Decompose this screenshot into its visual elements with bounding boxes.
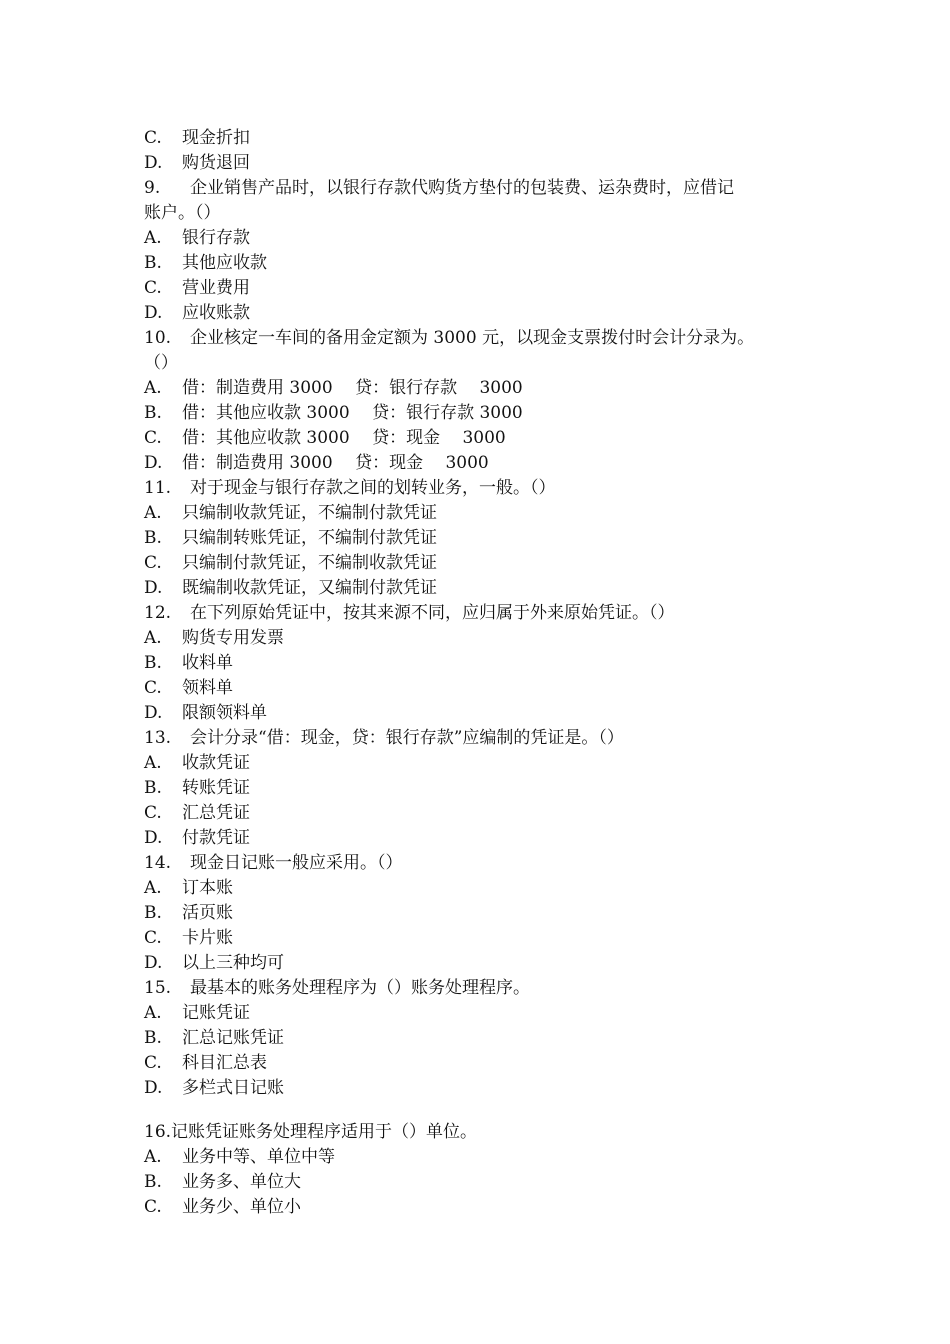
option-text: 记账凭证 [182, 1003, 250, 1023]
option-label: A. [144, 378, 162, 398]
option-label: C. [144, 428, 162, 448]
option-label: B. [144, 1028, 162, 1048]
option-text: 付款凭证 [182, 828, 250, 848]
answer-option [144, 151, 824, 175]
answer-option [144, 301, 824, 325]
option-label: B. [144, 653, 162, 673]
option-text: 收料单 [182, 653, 233, 673]
question-line [144, 1120, 824, 1144]
answer-option [144, 376, 824, 400]
option-label: D. [144, 153, 163, 173]
option-text: 收款凭证 [182, 753, 250, 773]
option-text: 业务少、单位小 [182, 1197, 301, 1217]
option-text: 营业费用 [182, 278, 250, 298]
option-text: 转账凭证 [182, 778, 250, 798]
option-label: D. [144, 578, 163, 598]
question-number: 13. [144, 728, 172, 748]
answer-option [144, 676, 824, 700]
option-label: A. [144, 228, 162, 248]
option-text: 限额领料单 [182, 703, 267, 723]
option-label: C. [144, 128, 162, 148]
answer-option [144, 451, 824, 475]
option-text: 只编制付款凭证，不编制收款凭证 [182, 553, 437, 573]
answer-option [144, 1145, 824, 1169]
question-text: 企业核定一车间的备用金定额为 3000 元，以现金支票拨付时会计分录为。 [190, 328, 755, 348]
question-line [144, 976, 824, 1000]
question-line [144, 726, 824, 750]
question-text: 现金日记账一般应采用。（） [190, 853, 403, 873]
option-text: 借：其他应收款 3000 贷：现金 3000 [182, 428, 506, 448]
option-text: 其他应收款 [182, 253, 267, 273]
option-label: C. [144, 553, 162, 573]
option-label: C. [144, 928, 162, 948]
option-label: C. [144, 278, 162, 298]
option-label: C. [144, 803, 162, 823]
answer-option [144, 276, 824, 300]
option-text: 银行存款 [182, 228, 250, 248]
question-text: 企业销售产品时，以银行存款代购货方垫付的包装费、运杂费时，应借记 [190, 178, 734, 198]
option-label: C. [144, 1053, 162, 1073]
answer-option [144, 701, 824, 725]
question-line [144, 176, 824, 200]
answer-option [144, 1026, 824, 1050]
option-label: D. [144, 828, 163, 848]
option-text: 汇总凭证 [182, 803, 250, 823]
option-label: D. [144, 303, 163, 323]
answer-option [144, 401, 824, 425]
option-text: 业务多、单位大 [182, 1172, 301, 1192]
question-line [144, 851, 824, 875]
answer-option [144, 526, 824, 550]
answer-option [144, 426, 824, 450]
answer-option [144, 826, 824, 850]
answer-option [144, 126, 824, 150]
answer-option [144, 576, 824, 600]
answer-option [144, 1001, 824, 1025]
option-label: A. [144, 503, 162, 523]
answer-option [144, 1076, 824, 1100]
option-label: D. [144, 703, 163, 723]
option-label: A. [144, 1147, 162, 1167]
option-text: 活页账 [182, 903, 233, 923]
question-continuation: 账户。（） [144, 203, 221, 223]
option-text: 应收账款 [182, 303, 250, 323]
answer-option [144, 876, 824, 900]
option-label: D. [144, 453, 163, 473]
answer-option [144, 926, 824, 950]
option-text: 多栏式日记账 [182, 1078, 284, 1098]
option-label: A. [144, 628, 162, 648]
question-text: 对于现金与银行存款之间的划转业务，一般。（） [190, 478, 556, 498]
option-label: B. [144, 778, 162, 798]
answer-option [144, 951, 824, 975]
question-number: 16. [144, 1122, 172, 1142]
option-label: C. [144, 678, 162, 698]
option-text: 购货专用发票 [182, 628, 284, 648]
option-text: 汇总记账凭证 [182, 1028, 284, 1048]
option-text: 只编制转账凭证，不编制付款凭证 [182, 528, 437, 548]
option-text: 订本账 [182, 878, 233, 898]
answer-option [144, 226, 824, 250]
question-text: 在下列原始凭证中，按其来源不同，应归属于外来原始凭证。（） [190, 603, 675, 623]
option-text: 既编制收款凭证，又编制付款凭证 [182, 578, 437, 598]
answer-option [144, 251, 824, 275]
option-label: B. [144, 1172, 162, 1192]
answer-option [144, 801, 824, 825]
option-label: A. [144, 1003, 162, 1023]
question-number: 11. [144, 478, 172, 498]
question-continuation: （） [144, 353, 178, 373]
option-text: 科目汇总表 [182, 1053, 267, 1073]
question-line [144, 476, 824, 500]
option-label: B. [144, 903, 162, 923]
question-line [144, 601, 824, 625]
option-text: 只编制收款凭证，不编制付款凭证 [182, 503, 437, 523]
answer-option [144, 1051, 824, 1075]
question-number: 9. [144, 178, 161, 198]
option-label: B. [144, 528, 162, 548]
option-text: 现金折扣 [182, 128, 250, 148]
question-number: 12. [144, 603, 172, 623]
option-text: 以上三种均可 [182, 953, 284, 973]
option-label: B. [144, 403, 162, 423]
option-text: 借：制造费用 3000 贷：现金 3000 [182, 453, 489, 473]
answer-option [144, 776, 824, 800]
question-text: 会计分录“借：现金，贷：银行存款”应编制的凭证是。（） [190, 728, 624, 748]
option-text: 借：制造费用 3000 贷：银行存款 3000 [182, 378, 523, 398]
option-label: A. [144, 878, 162, 898]
option-text: 借：其他应收款 3000 贷：银行存款 3000 [182, 403, 523, 423]
option-label: A. [144, 753, 162, 773]
answer-option [144, 751, 824, 775]
answer-option [144, 1170, 824, 1194]
answer-option [144, 1195, 824, 1219]
question-line [144, 326, 824, 350]
option-text: 购货退回 [182, 153, 250, 173]
question-text: 最基本的账务处理程序为（）账务处理程序。 [190, 978, 530, 998]
answer-option [144, 501, 824, 525]
question-text: 记账凭证账务处理程序适用于（）单位。 [171, 1122, 478, 1142]
option-label: D. [144, 953, 163, 973]
answer-option [144, 901, 824, 925]
question-number: 15. [144, 978, 172, 998]
option-text: 业务中等、单位中等 [182, 1147, 335, 1167]
option-label: C. [144, 1197, 162, 1217]
answer-option [144, 651, 824, 675]
option-label: B. [144, 253, 162, 273]
answer-option [144, 626, 824, 650]
option-text: 卡片账 [182, 928, 233, 948]
answer-option [144, 551, 824, 575]
option-label: D. [144, 1078, 163, 1098]
option-text: 领料单 [182, 678, 233, 698]
question-number: 14. [144, 853, 172, 873]
question-number: 10. [144, 328, 172, 348]
